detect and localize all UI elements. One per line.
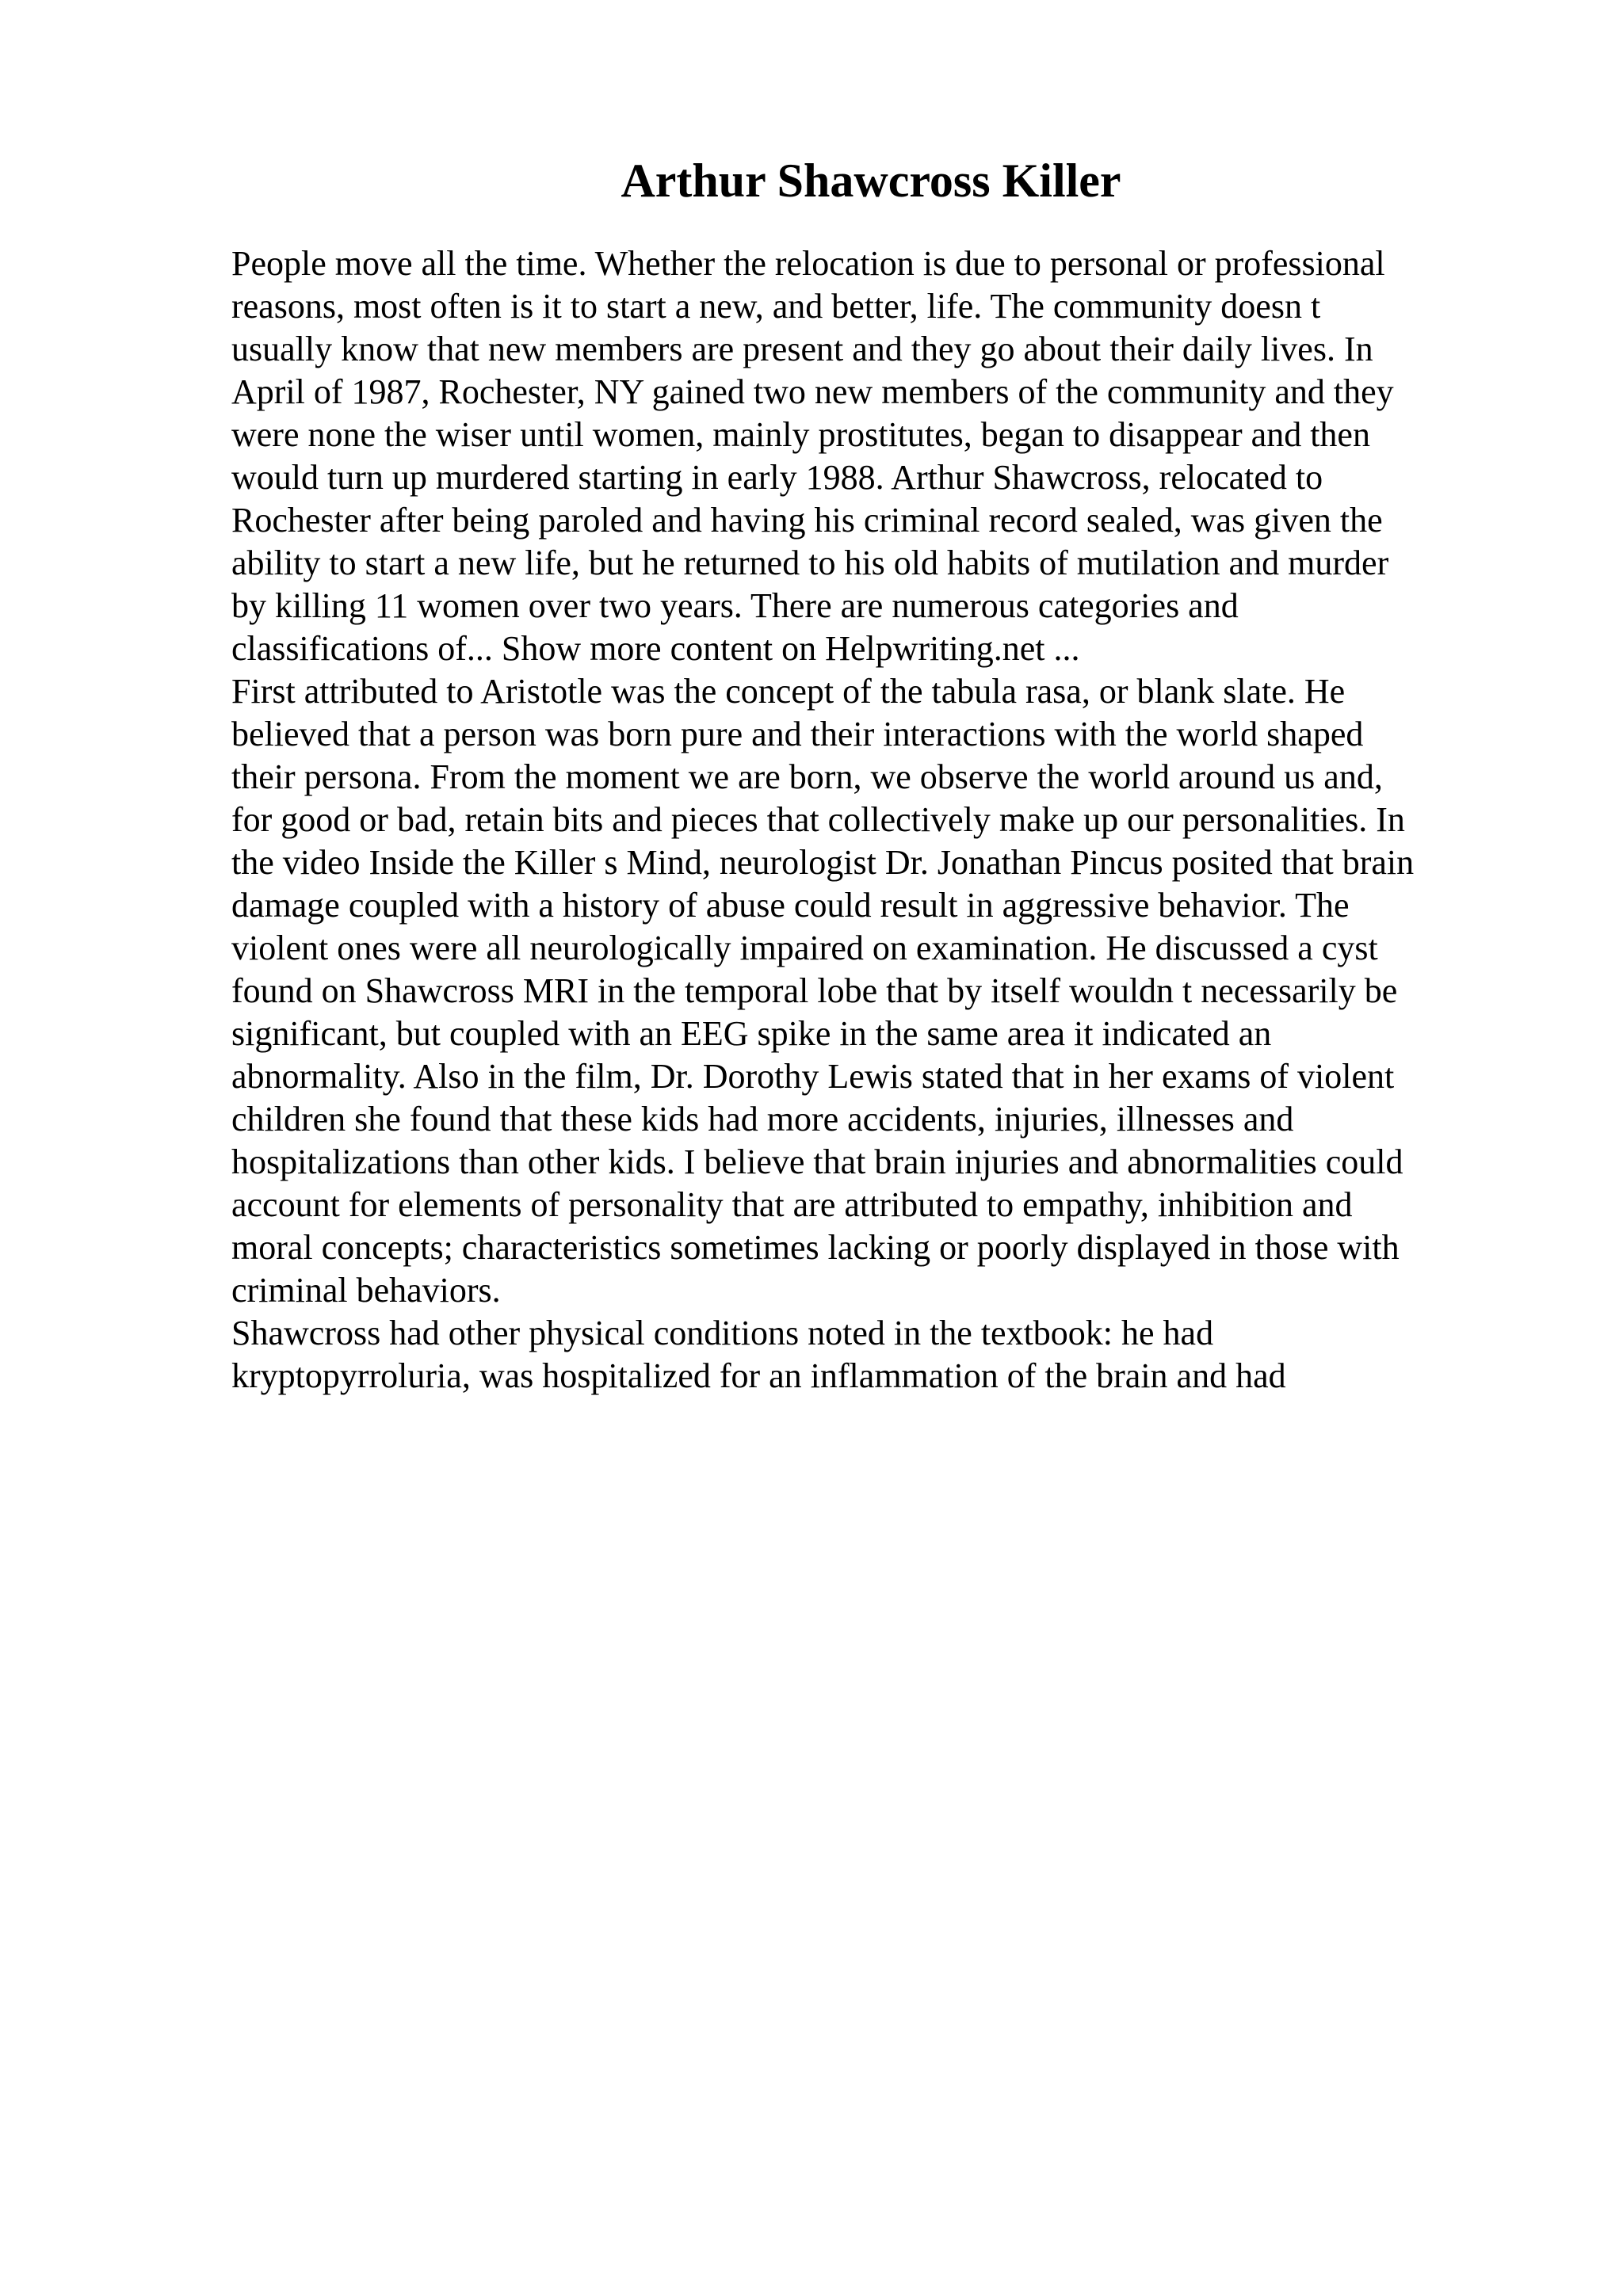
text-line: damage coupled with a history of abuse could result in aggressive behavior. The	[231, 886, 1350, 925]
text-line: the video Inside the Killer s Mind, neurologist Dr. Jonathan Pincus posited that brain	[231, 843, 1415, 882]
text-line: kryptopyrroluria, was hospitalized for an inflammation of the brain and had	[231, 1356, 1286, 1395]
text-line: Rochester after being paroled and having his criminal record sealed, was given the	[231, 501, 1383, 540]
text-line: would turn up murdered starting in early 1988. Arthur Shawcross, relocated to	[231, 458, 1323, 497]
document-title: Arthur Shawcross Killer	[621, 154, 1121, 207]
text-line: significant, but coupled with an EEG spike in the same area it indicated an	[231, 1014, 1272, 1053]
text-line: abnormality. Also in the film, Dr. Dorothy Lewis stated that in her exams of violent	[231, 1057, 1395, 1096]
text-line: usually know that new members are present and they go about their daily lives. In	[231, 330, 1373, 368]
text-line: People move all the time. Whether the relocation is due to personal or professional	[231, 244, 1385, 283]
text-line: classifications of... Show more content on Helpwriting.net ...	[231, 629, 1080, 668]
text-line: reasons, most often is it to start a new, and better, life. The community doesn t	[231, 287, 1321, 326]
text-line: for good or bad, retain bits and pieces that collectively make up our personalities. In	[231, 800, 1405, 839]
text-line: violent ones were all neurologically impaired on examination. He discussed a cyst	[231, 929, 1378, 967]
text-line: account for elements of personality that are attributed to empathy, inhibition and	[231, 1185, 1353, 1224]
text-line: children she found that these kids had more accidents, injuries, illnesses and	[231, 1100, 1294, 1138]
text-line: hospitalizations than other kids. I believe that brain injuries and abnormalities could	[231, 1142, 1403, 1181]
text-line: believed that a person was born pure and their interactions with the world shaped	[231, 715, 1364, 753]
text-line: criminal behaviors.	[231, 1271, 501, 1310]
text-line: ability to start a new life, but he returned to his old habits of mutilation and murder	[231, 543, 1389, 582]
text-line: Shawcross had other physical conditions noted in the textbook: he had	[231, 1314, 1214, 1352]
text-line: found on Shawcross MRI in the temporal lobe that by itself wouldn t necessarily be	[231, 971, 1398, 1010]
text-line: were none the wiser until women, mainly prostitutes, began to disappear and then	[231, 415, 1370, 454]
text-line: their persona. From the moment we are born, we observe the world around us and,	[231, 757, 1383, 796]
text-line: by killing 11 women over two years. There are numerous categories and	[231, 586, 1239, 625]
document-body	[231, 242, 1507, 1398]
text-line: First attributed to Aristotle was the concept of the tabula rasa, or blank slate. He	[231, 672, 1346, 711]
text-line: April of 1987, Rochester, NY gained two new members of the community and they	[231, 372, 1394, 411]
text-line: moral concepts; characteristics sometimes lacking or poorly displayed in those with	[231, 1228, 1400, 1267]
